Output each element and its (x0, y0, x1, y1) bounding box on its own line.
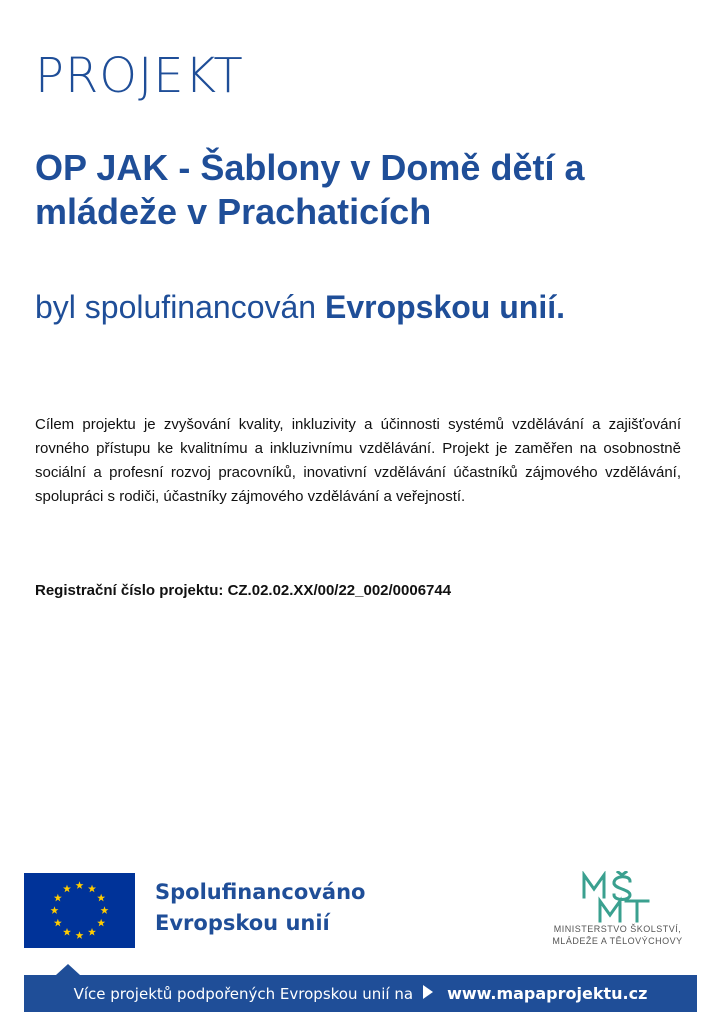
cofinanced-prefix: byl spolufinancován (35, 289, 317, 325)
msmt-caption-line1: MINISTERSTVO ŠKOLSTVÍ, (553, 924, 682, 934)
eu-star (63, 928, 71, 936)
msmt-logo (535, 871, 700, 947)
eu-star (63, 885, 71, 893)
eu-star (51, 906, 59, 914)
eu-flag-icon (24, 873, 135, 948)
play-arrow-icon (423, 985, 433, 1003)
eu-logo-line2: Evropskou unií (155, 911, 330, 935)
cofinanced-highlight: Evropskou unií. (324, 289, 565, 325)
registration-value: CZ.02.02.XX/00/22_002/0006744 (227, 582, 452, 599)
footer-bar-notch (56, 964, 80, 975)
footer-bar-text: Více projektů podpořených Evropskou unií na (73, 984, 414, 1003)
project-title: OP JAK - Šablony v Domě dětí a mládeže v Prachaticích (35, 147, 585, 232)
msmt-mark-icon (578, 871, 658, 923)
registration-number (35, 582, 451, 599)
page-heading: PROJEKT (35, 48, 244, 104)
mapaprojektu-link[interactable]: www.mapaprojektu.cz (447, 984, 648, 1003)
eu-star (101, 906, 109, 914)
eu-star (54, 894, 62, 902)
eu-star (76, 931, 84, 939)
footer-bar (24, 975, 697, 1012)
eu-star (76, 881, 84, 889)
registration-label: Registrační číslo projektu: (35, 582, 224, 599)
eu-star (54, 919, 62, 927)
eu-star (88, 885, 96, 893)
eu-cofinanced-logo-text (155, 877, 365, 939)
msmt-caption-line2: MLÁDEŽE A TĚLOVÝCHOVY (552, 936, 683, 946)
eu-star (88, 928, 96, 936)
eu-stars-icon (24, 873, 135, 948)
eu-star (97, 894, 105, 902)
eu-logo-line1: Spolufinancováno (155, 880, 366, 904)
project-description: Cílem projektu je zvyšování kvality, inkluzivity a účinnosti systémů vzdělávání a zajišťování rovného přístupu ke kvalitnímu a inkluzivnímu vzdělávání. Projekt je zaměřen na osobnostně sociální a profesní rozvoj pracovníků, inovativní vzdělávání účastníků zájmového vzdělávání, spolupráci s rodiči, účastníky zájmového vzdělávání a veřejností. (35, 416, 681, 505)
cofinanced-statement (35, 289, 565, 326)
eu-star (97, 919, 105, 927)
